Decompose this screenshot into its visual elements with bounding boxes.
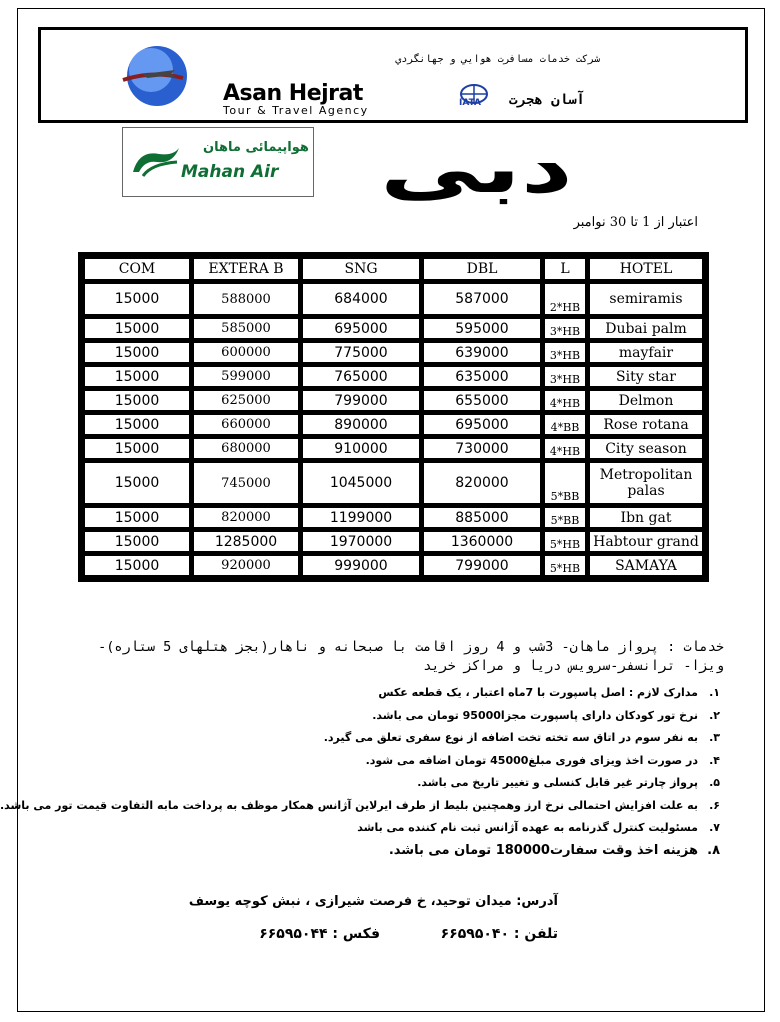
level-cell: 4*HB	[544, 390, 586, 411]
extra-bed-cell: 920000	[193, 555, 299, 576]
note-text: هزینه اخذ وقت سفارت180000 تومان می باشد.	[388, 842, 698, 858]
note-number: ۸.	[707, 842, 720, 858]
company-name-fa: شرکت خدمات مسافرت هوايي و جهانگردي	[395, 54, 600, 65]
extra-bed-cell: 820000	[193, 507, 299, 528]
iata-label: IATA	[459, 98, 482, 108]
fax-number: فکس : ۶۶۵۹۵۰۴۴	[259, 926, 380, 942]
single-cell: 1970000	[302, 531, 420, 552]
level-cell: 5*BB	[544, 507, 586, 528]
extra-bed-cell: 599000	[193, 366, 299, 387]
double-cell: 730000	[423, 438, 541, 459]
mahan-name-en: Mahan Air	[181, 162, 279, 182]
extra-bed-cell: 588000	[193, 283, 299, 315]
com-cell: 15000	[84, 318, 190, 339]
note-number: ۷.	[709, 821, 720, 834]
note-text: پرواز چارتر غیر قابل کنسلی و تغییر تاریخ می باشد.	[417, 776, 698, 789]
table-row	[84, 414, 703, 435]
list-item	[100, 750, 720, 773]
hotel-cell: City season	[589, 438, 703, 459]
note-text: مسئولیت کنترل گذرنامه به عهده آژانس ثبت نام کننده می باشد	[357, 821, 698, 834]
com-cell: 15000	[84, 555, 190, 576]
extra-bed-cell: 585000	[193, 318, 299, 339]
table-header-row	[84, 258, 703, 280]
list-item	[0, 795, 720, 818]
double-cell: 587000	[423, 283, 541, 315]
note-number: ۲.	[709, 708, 720, 722]
double-cell: 655000	[423, 390, 541, 411]
level-cell: 3*HB	[544, 318, 586, 339]
hotel-cell: Dubai palm	[589, 318, 703, 339]
list-item	[100, 727, 720, 750]
table-row	[84, 555, 703, 576]
table-row	[84, 318, 703, 339]
column-header: HOTEL	[589, 258, 703, 280]
price-table	[78, 252, 709, 582]
level-cell: 5*BB	[544, 462, 586, 504]
validity-text: اعتبار از 1 تا 30 نوامبر	[573, 215, 698, 230]
extra-bed-cell: 680000	[193, 438, 299, 459]
single-cell: 775000	[302, 342, 420, 363]
agency-header	[38, 27, 748, 123]
mahan-swoosh-icon	[129, 142, 181, 182]
hotel-cell: SAMAYA	[589, 555, 703, 576]
note-number: ۳.	[709, 731, 720, 744]
level-cell: 4*HB	[544, 438, 586, 459]
note-number: ۶.	[709, 798, 720, 812]
single-cell: 765000	[302, 366, 420, 387]
hotel-cell: Habtour grand	[589, 531, 703, 552]
level-cell: 4*BB	[544, 414, 586, 435]
com-cell: 15000	[84, 342, 190, 363]
table-row	[84, 438, 703, 459]
table-row	[84, 531, 703, 552]
list-item	[100, 705, 720, 728]
com-cell: 15000	[84, 531, 190, 552]
brand-tagline: Tour & Travel Agency	[223, 104, 369, 117]
com-cell: 15000	[84, 390, 190, 411]
level-cell: 3*HB	[544, 366, 586, 387]
hotel-cell: Delmon	[589, 390, 703, 411]
column-header: DBL	[423, 258, 541, 280]
level-cell: 5*HB	[544, 531, 586, 552]
hotel-cell: Sity star	[589, 366, 703, 387]
extra-bed-cell: 1285000	[193, 531, 299, 552]
double-cell: 639000	[423, 342, 541, 363]
extra-bed-cell: 625000	[193, 390, 299, 411]
extra-bed-cell: 745000	[193, 462, 299, 504]
list-item	[100, 817, 720, 840]
com-cell: 15000	[84, 438, 190, 459]
double-cell: 820000	[423, 462, 541, 504]
list-item	[100, 682, 720, 705]
single-cell: 1199000	[302, 507, 420, 528]
note-text: نرخ تور کودکان دارای پاسپورت مجزا95000 تومان می باشد.	[372, 708, 698, 722]
double-cell: 595000	[423, 318, 541, 339]
note-text: به نفر سوم در اتاق سه تخته تخت اضافه از نوع سفری تعلق می گیرد.	[323, 731, 698, 744]
table-row	[84, 342, 703, 363]
extra-bed-cell: 600000	[193, 342, 299, 363]
level-cell: 2*HB	[544, 283, 586, 315]
note-text: به علت افزایش احتمالی نرخ ارز وهمچنین بلیط از طرف ایرلاین آژانس همکار موظف به پرداخت مابه التفاوت قیمت تور می باشد.	[0, 798, 698, 812]
double-cell: 799000	[423, 555, 541, 576]
note-text: مدارک لازم : اصل پاسپورت با 7ماه اعتبار ، یک قطعه عکس	[378, 686, 698, 699]
services-text: خدمات : پرواز ماهان- 3شب و 4 روز اقامت با صبحانه و ناهار(بجز هتلهای 5 ستاره)- ویزا- ترانسفر-سرویس دریا و مراکز خرید	[98, 639, 724, 674]
globe-plane-logo	[113, 40, 189, 116]
double-cell: 695000	[423, 414, 541, 435]
column-header: COM	[84, 258, 190, 280]
column-header: SNG	[302, 258, 420, 280]
table-row	[84, 283, 703, 315]
single-cell: 890000	[302, 414, 420, 435]
extra-bed-cell: 660000	[193, 414, 299, 435]
level-cell: 5*HB	[544, 555, 586, 576]
single-cell: 684000	[302, 283, 420, 315]
mahan-name-fa: هواپیمائی ماهان	[203, 140, 309, 155]
hotel-cell: mayfair	[589, 342, 703, 363]
com-cell: 15000	[84, 462, 190, 504]
notes-list	[0, 682, 720, 862]
column-header: EXTERA B	[193, 258, 299, 280]
double-cell: 885000	[423, 507, 541, 528]
single-cell: 695000	[302, 318, 420, 339]
address-text: آدرس: میدان توحید، خ فرصت شیرازی ، نبش کوچه یوسف	[188, 894, 558, 909]
single-cell: 1045000	[302, 462, 420, 504]
table-row	[84, 507, 703, 528]
brand-name-fa: آسان هجرت	[509, 92, 585, 108]
list-item	[100, 840, 720, 863]
com-cell: 15000	[84, 283, 190, 315]
column-header: L	[544, 258, 586, 280]
single-cell: 910000	[302, 438, 420, 459]
list-item	[100, 772, 720, 795]
com-cell: 15000	[84, 507, 190, 528]
brand-name: Asan Hejrat	[223, 81, 363, 106]
hotel-cell: Rose rotana	[589, 414, 703, 435]
hotel-cell: semiramis	[589, 283, 703, 315]
note-number: ۴.	[709, 753, 720, 767]
com-cell: 15000	[84, 414, 190, 435]
table-row	[84, 390, 703, 411]
mahan-air-logo	[122, 127, 314, 197]
double-cell: 635000	[423, 366, 541, 387]
note-text: در صورت اخذ ویزای فوری مبلغ45000 تومان اضافه می شود.	[365, 753, 698, 767]
single-cell: 999000	[302, 555, 420, 576]
destination-title: دبی	[380, 127, 573, 209]
phone-number: تلفن : ۶۶۵۹۵۰۴۰	[440, 926, 558, 942]
single-cell: 799000	[302, 390, 420, 411]
hotel-cell: Ibn gat	[589, 507, 703, 528]
table-row	[84, 366, 703, 387]
note-number: ۱.	[709, 686, 720, 699]
com-cell: 15000	[84, 366, 190, 387]
hotel-cell: Metropolitan palas	[589, 462, 703, 504]
table-row	[84, 462, 703, 504]
double-cell: 1360000	[423, 531, 541, 552]
note-number: ۵.	[709, 776, 720, 789]
level-cell: 3*HB	[544, 342, 586, 363]
